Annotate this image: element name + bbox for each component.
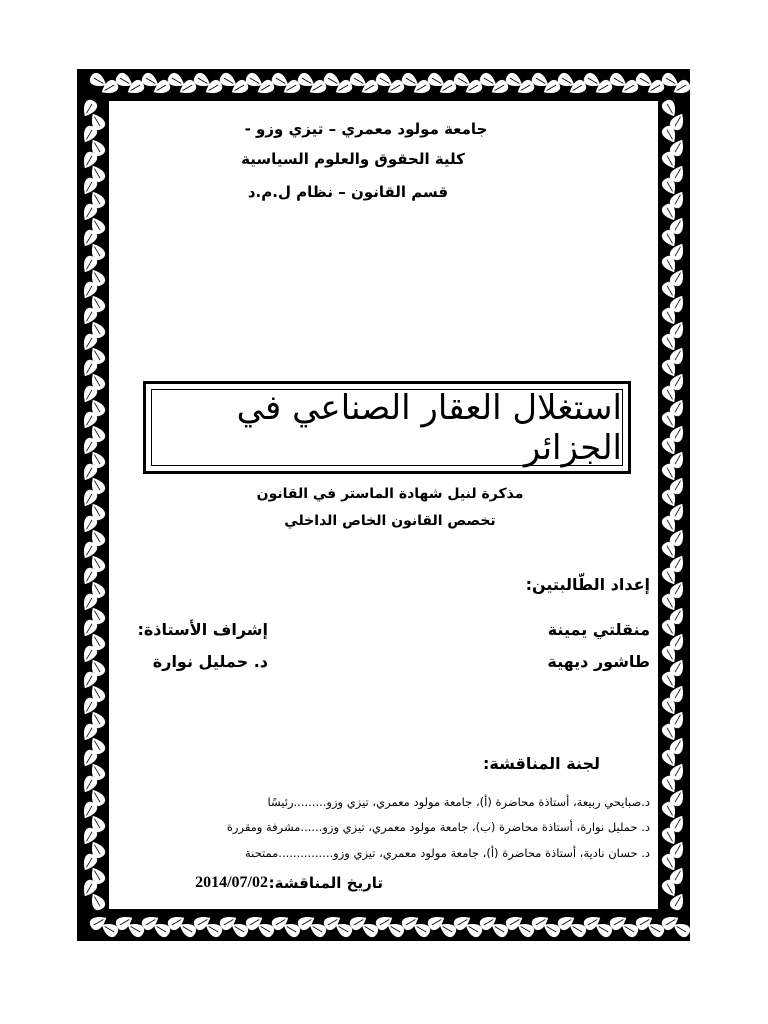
supervisor-heading: إشراف الأستاذة: <box>137 620 268 639</box>
page-inner-area <box>107 99 660 911</box>
students-heading: إعداد الطّالبتين: <box>525 575 650 594</box>
university-name: جامعة مولود معمري – تيزي وزو - <box>244 120 488 138</box>
supervisor-name: د. حمليل نوارة <box>152 652 268 671</box>
department-name: قسم القانون – نظام ل.م.د <box>247 183 449 201</box>
faculty-name: كلية الحقوق والعلوم السياسية <box>241 150 465 168</box>
title-frame <box>143 381 631 474</box>
defense-date-value: 2014/07/02 <box>195 874 268 891</box>
student-name: طاشور ديهية <box>547 652 650 671</box>
title-inner-frame <box>151 389 623 466</box>
degree-subtitle: مذكرة لنيل شهادة الماستر في القانون <box>256 486 524 502</box>
committee-member: د. حسان نادية، أستاذة محاضرة (أ)، جامعة مولود معمري، تيزي وزو...............ممتحنة <box>244 846 650 860</box>
committee-member: د. حمليل نوارة، أستاذة محاضرة (ب)، جامعة مولود معمري، تيزي وزو......مشرفة ومقررة <box>226 820 650 834</box>
committee-heading: لجنة المناقشة: <box>483 754 600 773</box>
student-name: منقلتي يمينة <box>547 620 650 639</box>
specialty-subtitle: تخصص القانون الخاص الداخلي <box>284 513 496 529</box>
committee-member: د.صبايحي ربيعة، أستاذة محاضرة (أ)، جامعة مولود معمري، تيزي وزو.........رئيسًا <box>267 795 650 809</box>
thesis-title: استغلال العقار الصناعي في الجزائر <box>236 387 622 468</box>
defense-date-label: تاريخ المناقشة: <box>268 874 383 892</box>
